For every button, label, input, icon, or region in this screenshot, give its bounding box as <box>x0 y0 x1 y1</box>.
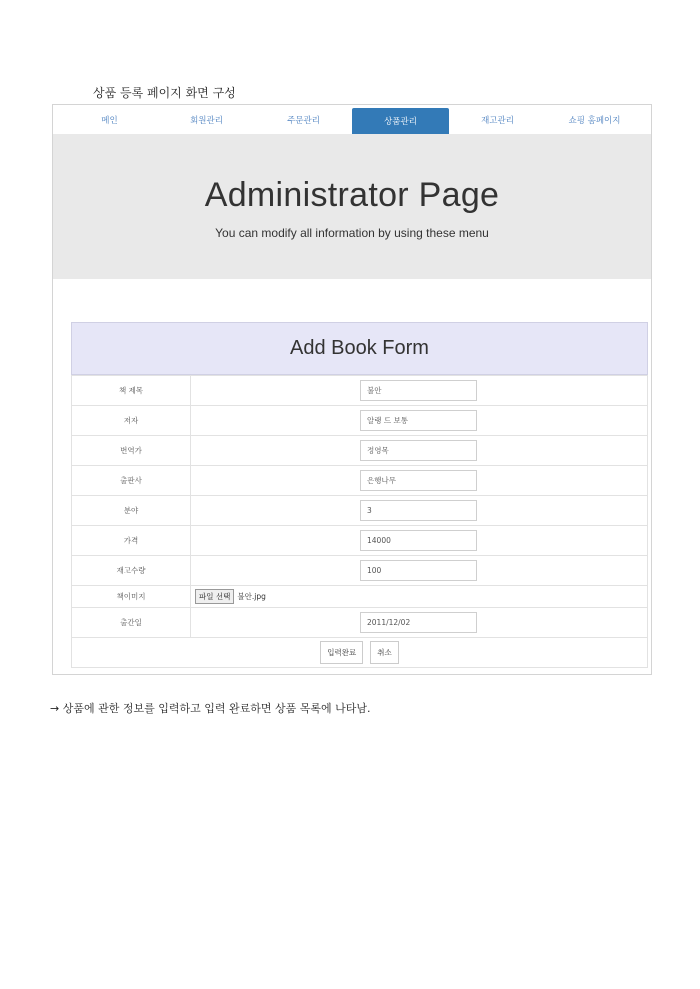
submit-button[interactable]: 입력완료 <box>320 641 363 664</box>
form-row-title <box>72 376 648 406</box>
field-label: 번역가 <box>72 436 191 466</box>
form-row-stock <box>72 556 648 586</box>
publisher-input[interactable] <box>360 470 477 491</box>
document-heading: 상품 등록 페이지 화면 구성 <box>93 86 236 100</box>
cancel-button[interactable]: 취소 <box>370 641 399 664</box>
form-row-publisher <box>72 466 648 496</box>
form-actions-row <box>72 638 648 668</box>
selected-file-name: 불안.jpg <box>237 592 266 601</box>
field-label: 책 제목 <box>72 376 191 406</box>
field-label: 출판사 <box>72 466 191 496</box>
field-label: 분야 <box>72 496 191 526</box>
form-title: Add Book Form <box>71 322 648 375</box>
field-label: 책이미지 <box>72 586 191 608</box>
field-label: 저자 <box>72 406 191 436</box>
form-row-author <box>72 406 648 436</box>
choose-file-button[interactable]: 파일 선택 <box>195 589 234 604</box>
jumbotron <box>53 134 651 279</box>
form-table <box>71 375 648 668</box>
file-input <box>195 589 266 604</box>
field-label: 출간일 <box>72 608 191 638</box>
author-input[interactable] <box>360 410 477 431</box>
document-caption: → 상품에 관한 정보를 입력하고 입력 완료하면 상품 목록에 나타남. <box>50 702 371 715</box>
field-label: 가격 <box>72 526 191 556</box>
top-navbar <box>53 105 651 134</box>
form-row-publish-date <box>72 608 648 638</box>
price-input[interactable] <box>360 530 477 551</box>
form-row-category <box>72 496 648 526</box>
nav-item-inventory-management[interactable]: 재고관리 <box>481 115 514 126</box>
nav-item-order-management[interactable]: 주문관리 <box>287 115 320 126</box>
page-subtitle: You can modify all information by using these menu <box>215 226 489 240</box>
nav-item-main[interactable]: 메인 <box>101 115 118 126</box>
stock-quantity-input[interactable] <box>360 560 477 581</box>
form-row-image <box>72 586 648 608</box>
book-title-input[interactable] <box>360 380 477 401</box>
form-row-translator <box>72 436 648 466</box>
nav-item-member-management[interactable]: 회원관리 <box>190 115 223 126</box>
nav-item-product-management[interactable]: 상품관리 <box>352 108 449 134</box>
admin-page-screenshot <box>52 104 652 675</box>
form-row-price <box>72 526 648 556</box>
page-title: Administrator Page <box>204 176 500 214</box>
category-input[interactable] <box>360 500 477 521</box>
field-label: 재고수량 <box>72 556 191 586</box>
publish-date-input[interactable] <box>360 612 477 633</box>
nav-item-shopping-homepage[interactable]: 쇼핑 홈페이지 <box>568 115 621 126</box>
translator-input[interactable] <box>360 440 477 461</box>
add-book-form <box>71 322 648 673</box>
